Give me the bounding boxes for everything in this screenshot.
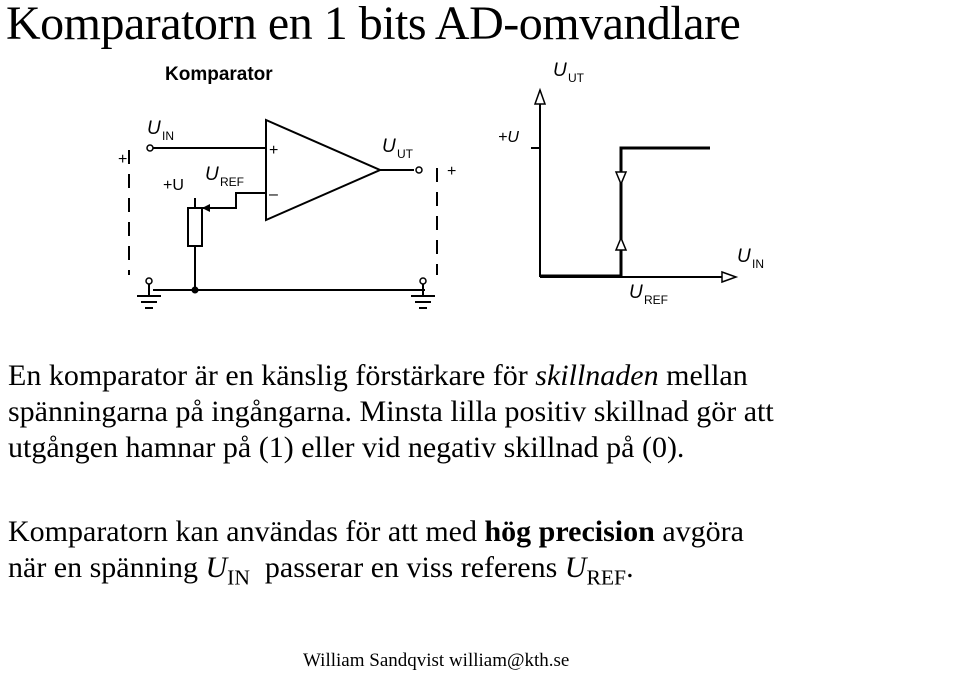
opamp-triangle (266, 120, 380, 220)
slide-title: Komparatorn en 1 bits AD-omvandlare (6, 0, 741, 50)
svg-text:U: U (737, 246, 751, 267)
svg-text:IN: IN (752, 257, 764, 271)
svg-text:U: U (382, 136, 396, 157)
svg-text:U: U (205, 164, 219, 185)
svg-text:+: + (447, 163, 457, 180)
svg-text:+U: +U (163, 177, 184, 194)
svg-text:+: + (269, 142, 279, 159)
input-terminal (147, 145, 153, 151)
svg-text:U: U (629, 282, 643, 303)
paragraph-application: Komparatorn kan användas för att med hög precision avgöra när en spänning $U_{IN}$ passerar en viss referens $U_{REF}$. (8, 515, 744, 590)
svg-text:UT: UT (568, 71, 584, 85)
svg-text:REF: REF (644, 293, 668, 307)
svg-text:+: + (118, 151, 128, 168)
svg-text:–: – (269, 186, 278, 203)
svg-text:REF: REF (220, 175, 244, 189)
svg-text:+U: +U (498, 129, 519, 146)
paragraph-description: En komparator är en känslig förstärkare för skillnaden mellan spänningarna på ingångarna. Minsta lilla positiv skillnad gör att utgången hamnar på (1) eller vid negativ skillnad på (0). (8, 359, 774, 464)
comparator-label: Komparator (165, 64, 273, 85)
ground-symbol-right (411, 284, 435, 308)
svg-text:U: U (553, 60, 567, 81)
svg-text:IN: IN (162, 129, 174, 143)
svg-text:UT: UT (397, 147, 413, 161)
ground-symbol-left (137, 284, 161, 308)
junction-dot (192, 287, 199, 294)
transfer-graph (531, 90, 736, 282)
transfer-curve (540, 148, 710, 276)
footer-author: William Sandqvist william@kth.se (303, 650, 570, 671)
potentiometer (188, 208, 202, 246)
svg-text:U: U (147, 118, 161, 139)
